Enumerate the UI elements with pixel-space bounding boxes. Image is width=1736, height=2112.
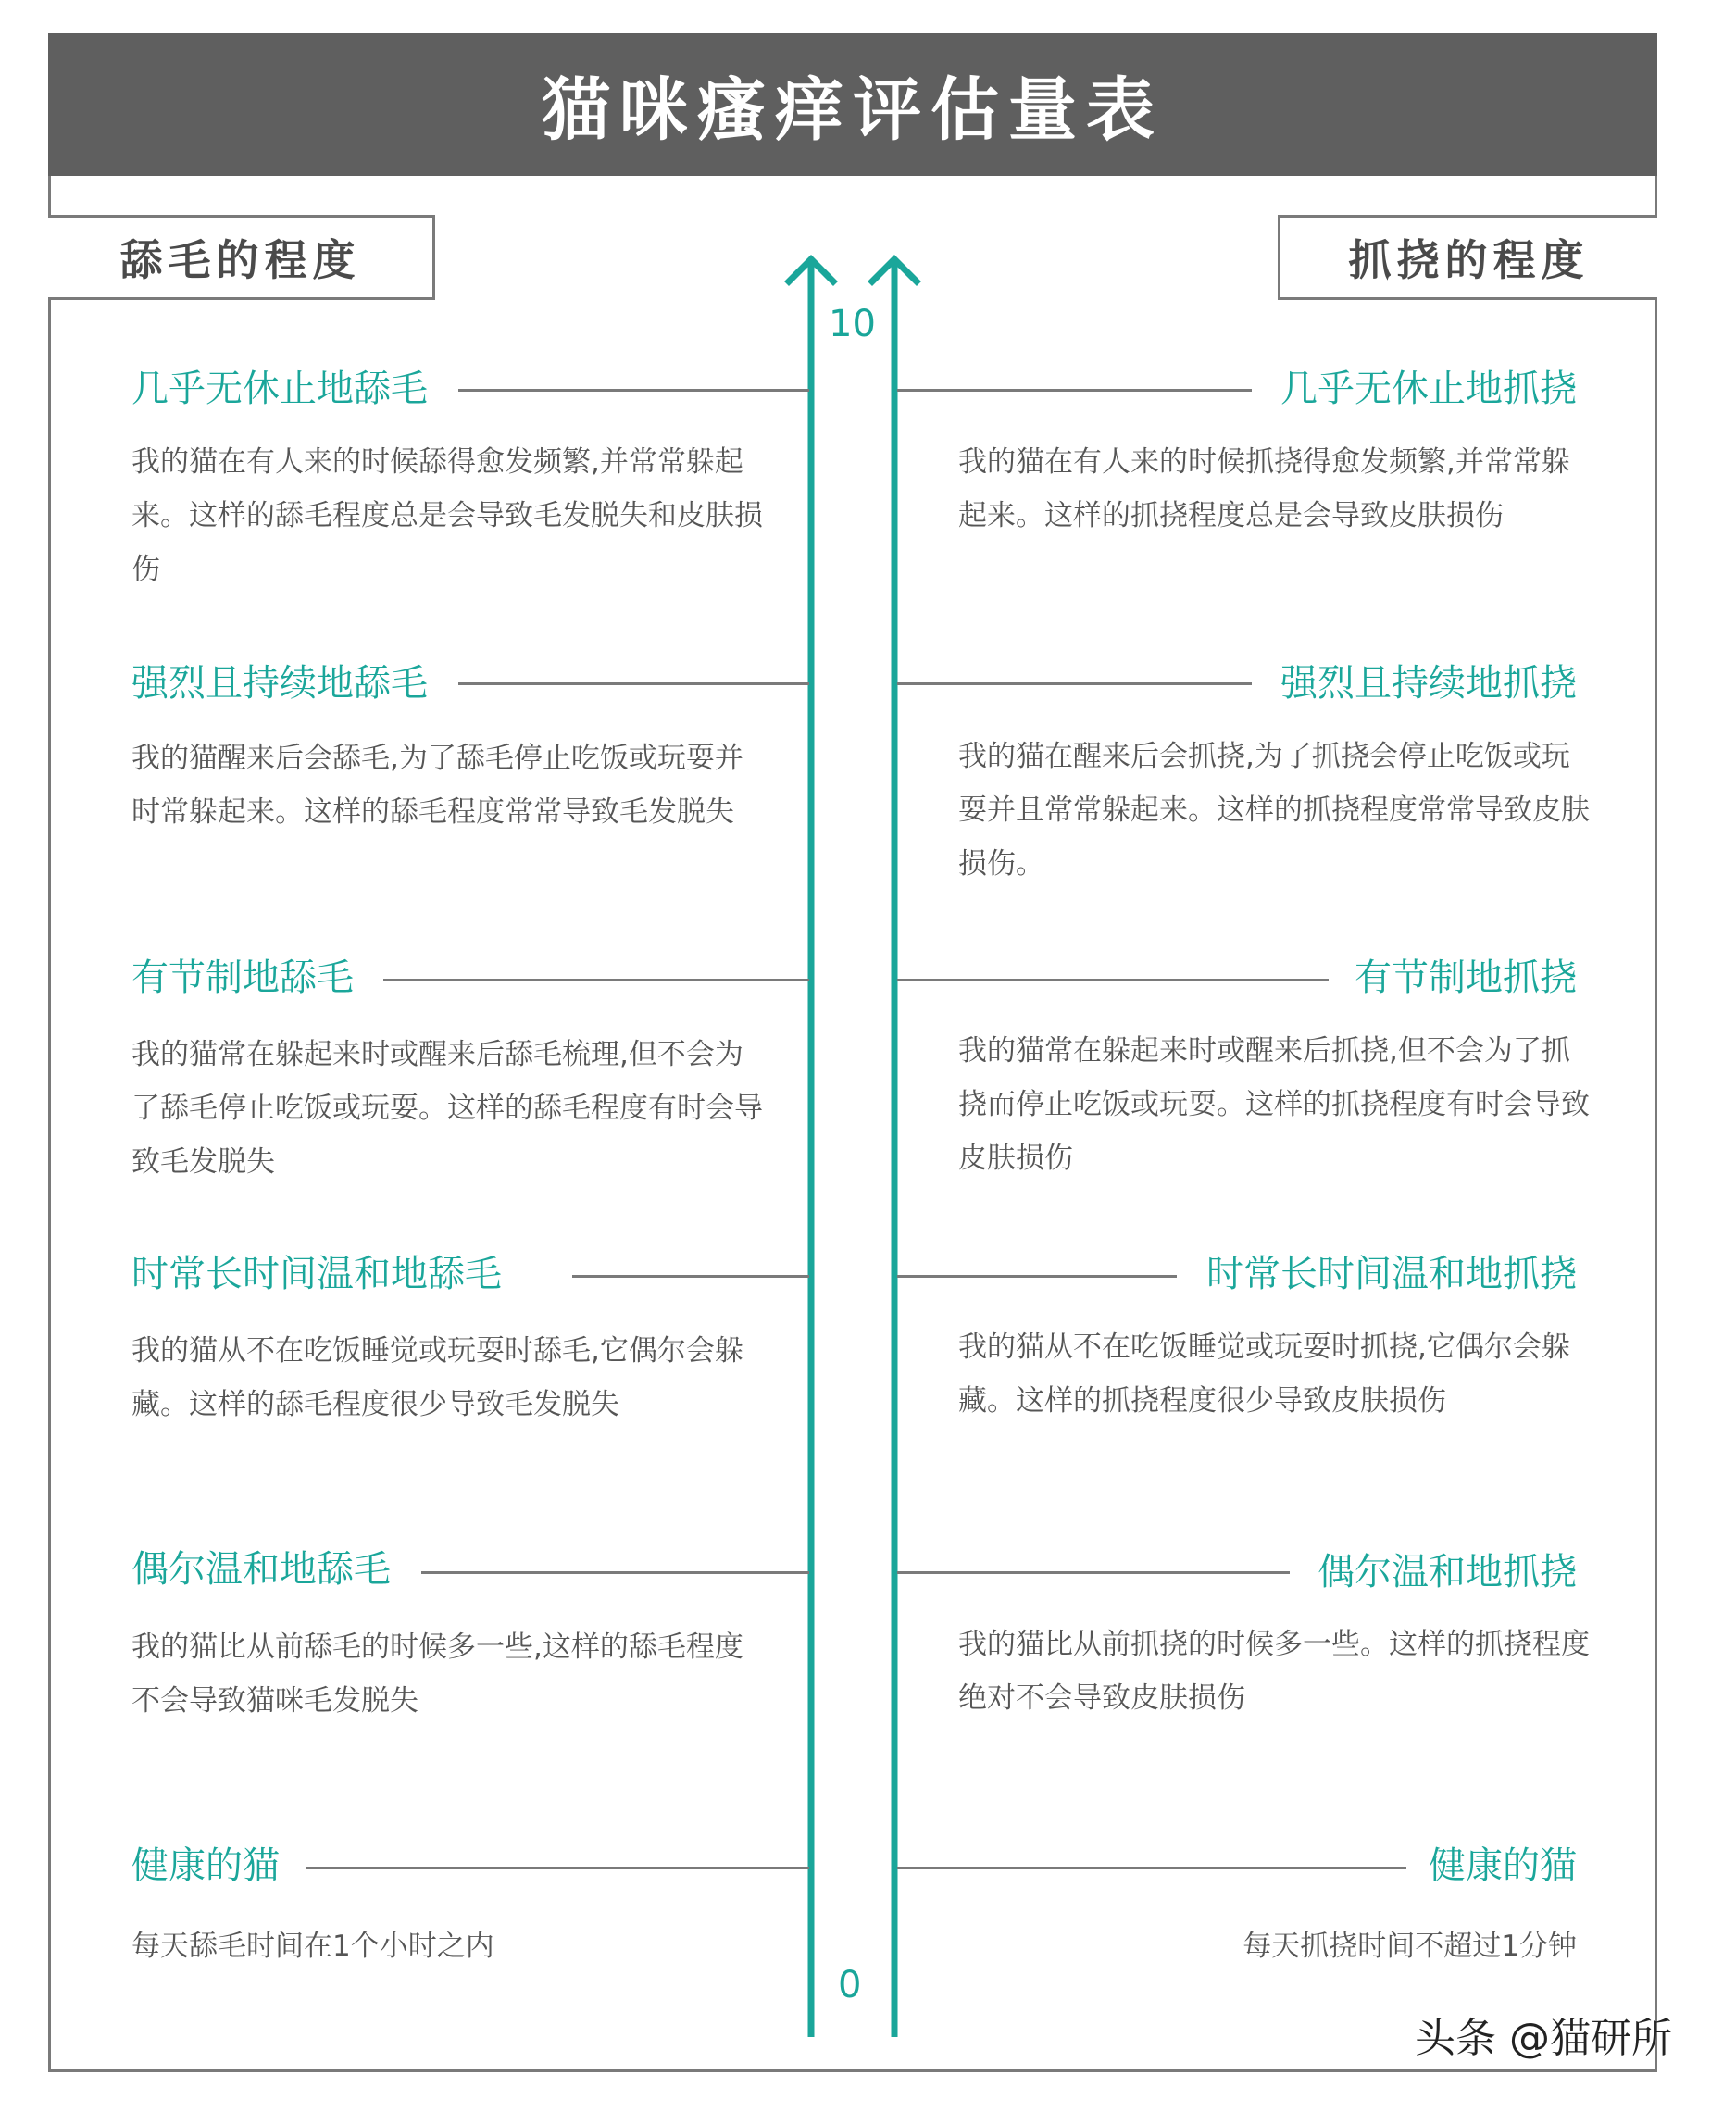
right-level-description: 我的猫从不在吃饭睡觉或玩耍时抓挠,它偶尔会躲藏。这样的抓挠程度很少导致皮肤损伤 bbox=[958, 1331, 1570, 1418]
right-level-description: 我的猫比从前抓挠的时候多一些。这样的抓挠程度绝对不会导致皮肤损伤 bbox=[958, 1628, 1590, 1715]
watermark: 头条 @猫研所 bbox=[1415, 2015, 1672, 2062]
left-level-heading: 几乎无休止地舔毛 bbox=[131, 368, 428, 410]
left-connector-line bbox=[572, 1275, 809, 1278]
right-category-label: 抓挠的程度 bbox=[1278, 215, 1657, 300]
left-connector-line bbox=[421, 1571, 809, 1574]
left-connector-line bbox=[306, 1867, 809, 1869]
left-level-heading: 强烈且持续地舔毛 bbox=[131, 662, 428, 705]
right-level-description: 我的猫在醒来后会抓挠,为了抓挠会停止吃饭或玩耍并且常常躲起来。这样的抓挠程度常常导致皮肤损伤。 bbox=[958, 740, 1590, 881]
left-level-description: 每天舔毛时间在1个小时之内 bbox=[131, 1930, 494, 1963]
right-level-heading: 偶尔温和地抓挠 bbox=[1318, 1551, 1577, 1593]
left-level-heading: 健康的猫 bbox=[131, 1844, 280, 1887]
left-connector-line bbox=[458, 682, 809, 685]
right-level-heading: 强烈且持续地抓挠 bbox=[1280, 662, 1577, 705]
right-connector-line bbox=[897, 1571, 1290, 1574]
right-level-heading: 有节制地抓挠 bbox=[1355, 956, 1577, 999]
right-connector-line bbox=[897, 979, 1329, 981]
left-level-description: 我的猫在有人来的时候舔得愈发频繁,并常常躲起来。这样的舔毛程度总是会导致毛发脱失和皮肤损伤 bbox=[131, 445, 763, 586]
right-level-description: 我的猫常在躲起来时或醒来后抓挠,但不会为了抓挠而停止吃饭或玩耍。这样的抓挠程度有时会导致皮肤损伤 bbox=[958, 1034, 1590, 1175]
left-level-description: 我的猫比从前舔毛的时候多一些,这样的舔毛程度不会导致猫咪毛发脱失 bbox=[131, 1631, 743, 1718]
scale-min-label: 0 bbox=[838, 1964, 862, 2006]
left-level-description: 我的猫醒来后会舔毛,为了舔毛停止吃饭或玩耍并时常躲起来。这样的舔毛程度常常导致毛发脱失 bbox=[131, 742, 743, 829]
right-connector-line bbox=[897, 1867, 1406, 1869]
left-category-label: 舔毛的程度 bbox=[48, 215, 435, 300]
right-level-description: 每天抓挠时间不超过1分钟 bbox=[1243, 1930, 1577, 1963]
right-connector-line bbox=[897, 1275, 1177, 1278]
page-title: 猫咪瘙痒评估量表 bbox=[48, 33, 1657, 176]
left-level-heading: 时常长时间温和地舔毛 bbox=[131, 1253, 502, 1295]
left-level-heading: 偶尔温和地舔毛 bbox=[131, 1548, 391, 1591]
left-connector-line bbox=[458, 389, 809, 392]
right-level-heading: 健康的猫 bbox=[1429, 1844, 1577, 1887]
right-connector-line bbox=[897, 389, 1252, 392]
right-level-heading: 几乎无休止地抓挠 bbox=[1280, 368, 1577, 410]
left-level-heading: 有节制地舔毛 bbox=[131, 956, 354, 999]
right-level-heading: 时常长时间温和地抓挠 bbox=[1206, 1253, 1577, 1295]
right-connector-line bbox=[897, 682, 1252, 685]
left-level-description: 我的猫常在躲起来时或醒来后舔毛梳理,但不会为了舔毛停止吃饭或玩耍。这样的舔毛程度有时会导致毛发脱失 bbox=[131, 1038, 763, 1179]
scale-max-label: 10 bbox=[829, 303, 876, 345]
left-connector-line bbox=[383, 979, 809, 981]
right-level-description: 我的猫在有人来的时候抓挠得愈发频繁,并常常躲起来。这样的抓挠程度总是会导致皮肤损伤 bbox=[958, 445, 1570, 532]
left-level-description: 我的猫从不在吃饭睡觉或玩耍时舔毛,它偶尔会躲藏。这样的舔毛程度很少导致毛发脱失 bbox=[131, 1334, 743, 1421]
